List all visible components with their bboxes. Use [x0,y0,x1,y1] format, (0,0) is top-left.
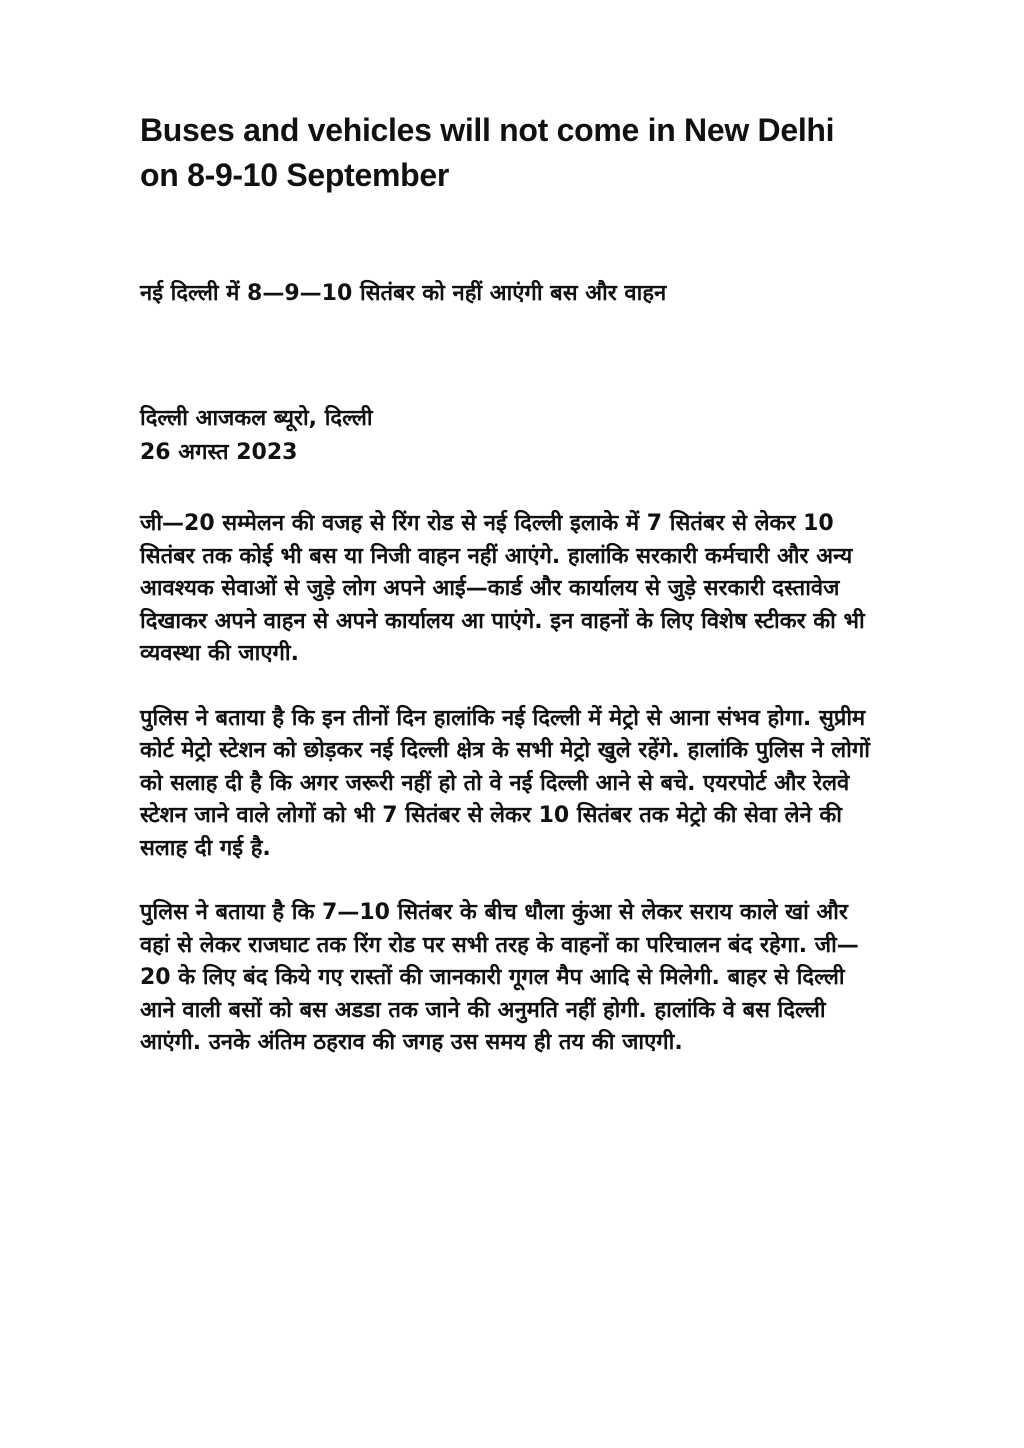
article-title: Buses and vehicles will not come in New Delhi on 8-9-10 September [140,112,835,193]
article-paragraph-3: पुलिस ने बताया है कि 7—10 सितंबर के बीच धौला कुंआ से लेकर सराय काले खां और वहां से लेकर राजघाट तक रिंग रोड पर सभी तरह के वाहनों का परिचालन बंद रहेगा. जी—20 के लिए बंद किये गए रास्तों की जानकारी गूगल मैप आदि से मिलेगी. बाहर से दिल्ली आने वाली बसों को बस अडडा तक जाने की अनुमति नहीं होगी. हालांकि वे बस दिल्ली आएंगी. उनके अंतिम ठहराव की जगह उस समय ही तय की जाएगी. [140,900,859,1055]
byline-author: दिल्ली आजकल ब्यूरो, दिल्ली [140,406,373,431]
article-paragraph-2: पुलिस ने बताया है कि इन तीनों दिन हालांकि नई दिल्ली में मेट्रो से आना संभव होगा. सुप्रीम कोर्ट मेट्रो स्टेशन को छोड़कर नई दिल्ली क्षेत्र के सभी मेट्रो खुले रहेंगे. हालांकि पुलिस ने लोगों को सलाह दी है कि अगर जरूरी नहीं हो तो वे नई दिल्ली आने से बचे. एयरपोर्ट और रेलवे स्टेशन जाने वाले लोगों को भी 7 सितंबर से लेकर 10 सितंबर तक मेट्रो की सेवा लेने की सलाह दी गई है. [140,705,870,861]
article-paragraph-1: जी—20 सम्मेलन की वजह से रिंग रोड से नई दिल्ली इलाके में 7 सितंबर से लेकर 10 सितंबर तक कोई भी बस या निजी वाहन नहीं आएंगे. हालांकि सरकारी कर्मचारी और अन्य आवश्यक सेवाओं से जुड़े लोग अपने आई—कार्ड और कार्यालय से जुड़े सरकारी दस्तावेज दिखाकर अपने वाहन से अपने कार्यालय आ पाएंगे. इन वाहनों के लिए विशेष स्टीकर की भी व्यवस्था की जाएगी. [140,511,865,666]
byline [140,402,885,470]
byline-date: 26 अगस्त 2023 [140,440,298,465]
document-page [140,108,885,1060]
article-subtitle-hindi: नई दिल्ली में 8—9—10 सितंबर को नहीं आएंगी बस और वाहन [140,281,667,306]
